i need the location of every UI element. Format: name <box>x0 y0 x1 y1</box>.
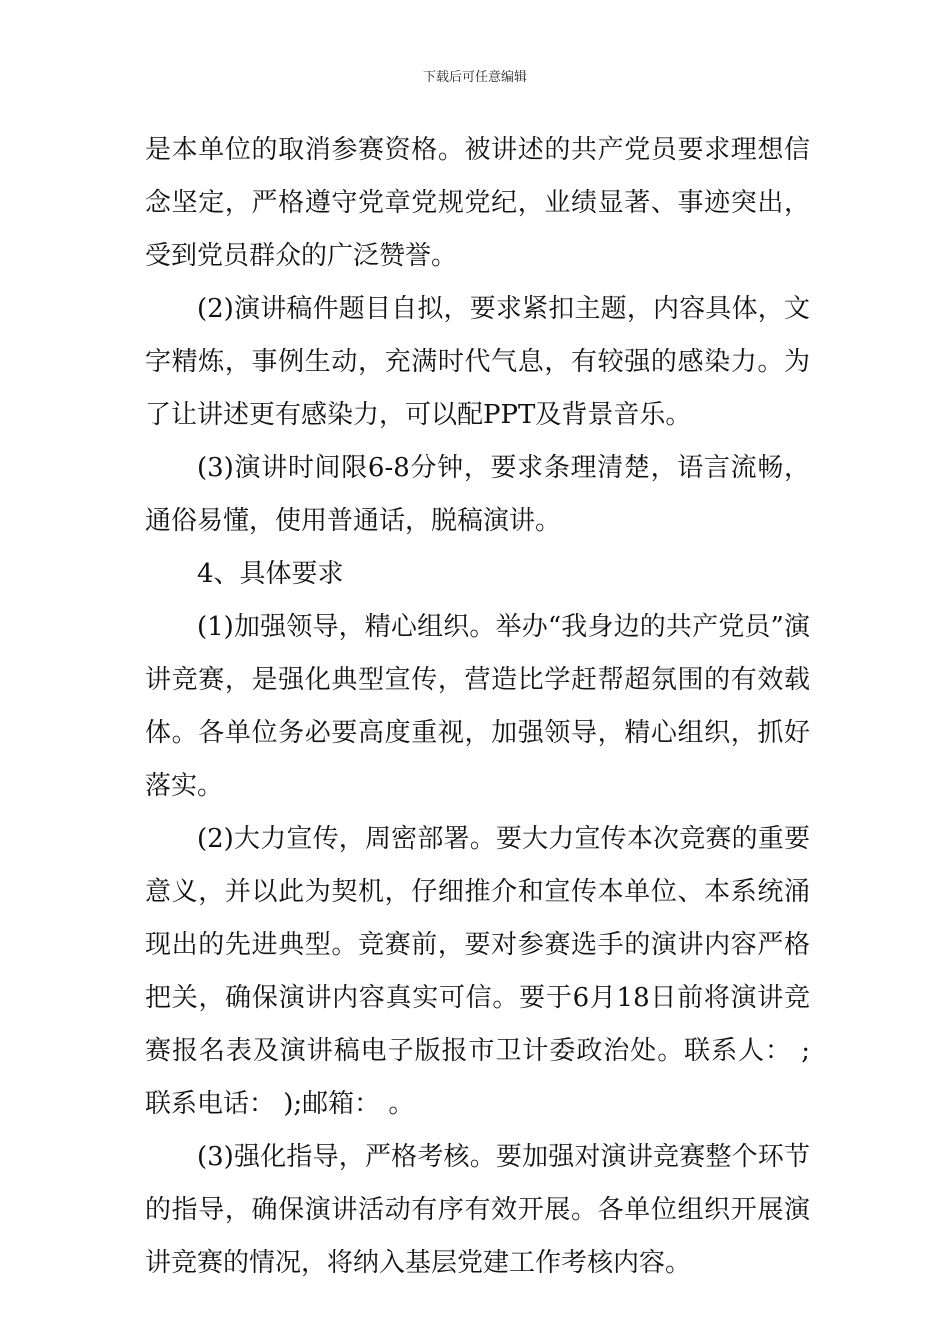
paragraph-requirement-2: (2)大力宣传，周密部署。要大力宣传本次竞赛的重要意义，并以此为契机，仔细推介和宣传本单位、本系统涌现出的先进典型。竞赛前，要对参赛选手的演讲内容严格把关，确保演讲内容真实可信。要于6月18日前将演讲竞赛报名表及演讲稿电子版报市卫计委政治处。联系人： ;联系电话： );邮箱： 。 <box>145 824 810 1119</box>
paragraph-continuation: 是本单位的取消参赛资格。被讲述的共产党员要求理想信念坚定，严格遵守党章党规党纪，业绩显著、事迹突出，受到党员群众的广泛赞誉。 <box>145 135 810 271</box>
section-heading-requirements: 4、具体要求 <box>197 559 344 589</box>
paragraph-requirement-1: (1)加强领导，精心组织。举办“我身边的共产党员”演讲竞赛，是强化典型宣传，营造比学赶帮超氛围的有效载体。各单位务必要高度重视，加强领导，精心组织，抓好落实。 <box>145 612 810 801</box>
page-header: 下载后可任意编辑 <box>422 70 527 85</box>
paragraph-requirement-3: (3)强化指导，严格考核。要加强对演讲竞赛整个环节的指导，确保演讲活动有序有效开展。各单位组织开展演讲竞赛的情况，将纳入基层党建工作考核内容。 <box>145 1142 810 1278</box>
paragraph-item-2: (2)演讲稿件题目自拟，要求紧扣主题，内容具体，文字精炼，事例生动，充满时代气息，有较强的感染力。为了让讲述更有感染力，可以配PPT及背景音乐。 <box>145 294 810 430</box>
paragraph-item-3: (3)演讲时间限6-8分钟，要求条理清楚，语言流畅，通俗易懂，使用普通话，脱稿演讲。 <box>145 453 810 536</box>
document-body <box>145 124 810 1290</box>
